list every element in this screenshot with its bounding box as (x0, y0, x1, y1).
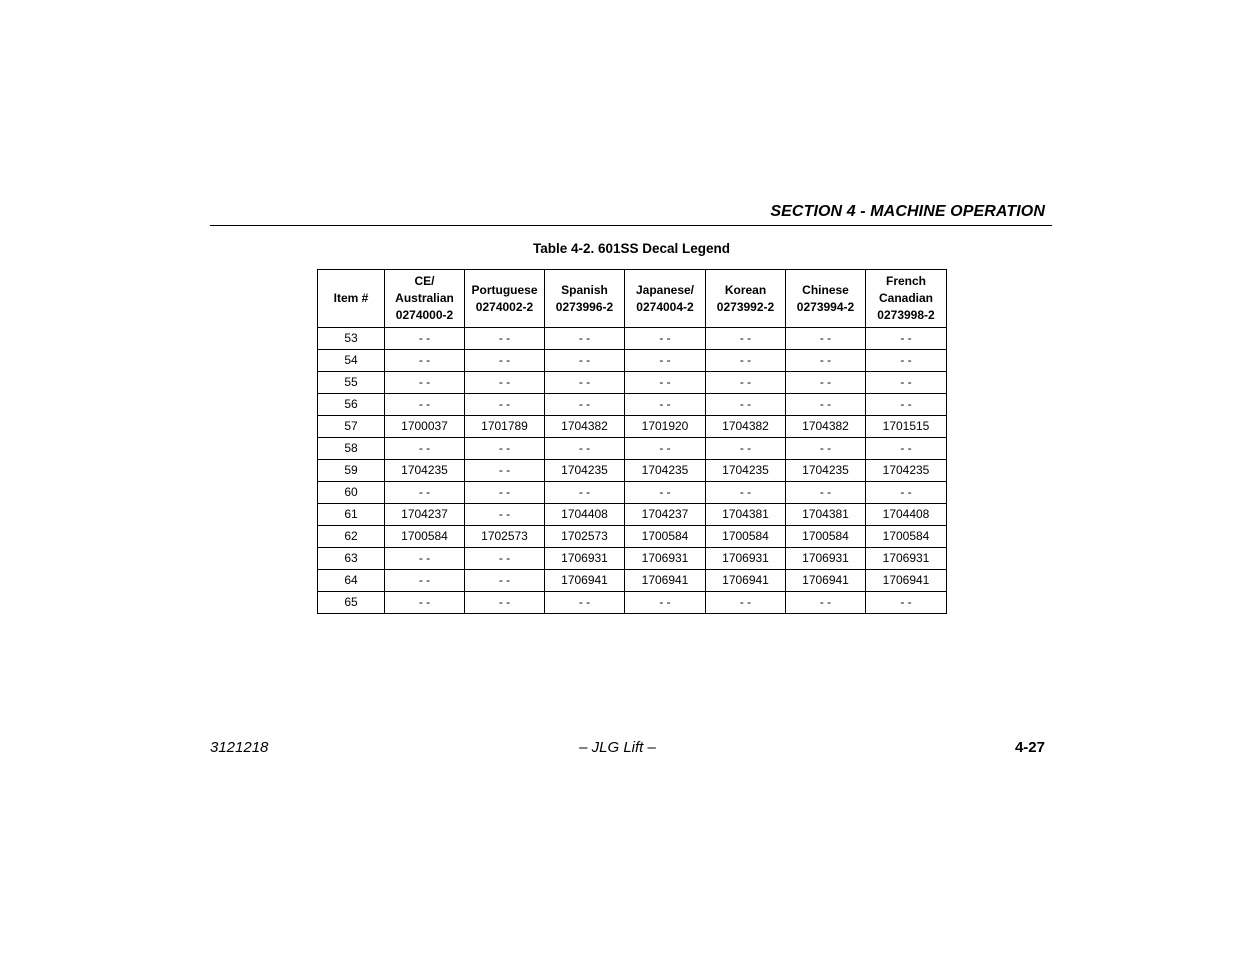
item-number-cell: 61 (318, 504, 385, 526)
decal-number-cell: - - (465, 350, 545, 372)
item-number-cell: 53 (318, 328, 385, 350)
decal-number-cell: 1701515 (866, 416, 947, 438)
decal-number-cell: - - (625, 394, 706, 416)
column-header (318, 270, 385, 328)
column-header (706, 270, 786, 328)
column-header-line: 0273992-2 (716, 299, 775, 314)
section-title: SECTION 4 - MACHINE OPERATION (770, 203, 1045, 220)
decal-number-cell: 1706941 (545, 570, 625, 592)
decal-number-cell: 1706941 (786, 570, 866, 592)
decal-number-cell: - - (625, 592, 706, 614)
decal-number-cell: 1706931 (866, 548, 947, 570)
decal-number-cell: - - (465, 372, 545, 394)
decal-number-cell: - - (465, 504, 545, 526)
decal-number-cell: - - (385, 438, 465, 460)
decal-number-cell: - - (385, 372, 465, 394)
table-row (318, 350, 947, 372)
decal-legend-table (317, 269, 947, 614)
decal-number-cell: - - (465, 482, 545, 504)
decal-number-cell: - - (465, 570, 545, 592)
item-number-cell: 65 (318, 592, 385, 614)
decal-number-cell: - - (866, 394, 947, 416)
column-header (465, 270, 545, 328)
column-header (545, 270, 625, 328)
item-number-cell: 55 (318, 372, 385, 394)
item-number-cell: 56 (318, 394, 385, 416)
decal-number-cell: - - (465, 328, 545, 350)
decal-number-cell: - - (545, 438, 625, 460)
column-header-line: French (885, 274, 926, 288)
table-body (318, 328, 947, 614)
decal-number-cell: 1704381 (786, 504, 866, 526)
decal-number-cell: 1704382 (706, 416, 786, 438)
page-number: 4-27 (1014, 739, 1045, 756)
section-header (210, 201, 1052, 226)
decal-number-cell: - - (385, 592, 465, 614)
item-number-cell: 63 (318, 548, 385, 570)
decal-number-cell: 1700584 (385, 526, 465, 548)
decal-number-cell: 1706941 (866, 570, 947, 592)
decal-number-cell: - - (385, 548, 465, 570)
decal-number-cell: - - (706, 482, 786, 504)
decal-number-cell: 1704237 (385, 504, 465, 526)
decal-number-cell: - - (706, 592, 786, 614)
column-header-line: Chinese (802, 282, 849, 297)
table-row (318, 526, 947, 548)
column-header-line: 0274000-2 (395, 308, 454, 322)
decal-number-cell: - - (465, 592, 545, 614)
table-row (318, 438, 947, 460)
decal-number-cell: - - (706, 438, 786, 460)
decal-number-cell: - - (786, 372, 866, 394)
column-header (866, 270, 947, 328)
decal-number-cell: 1706931 (625, 548, 706, 570)
decal-number-cell: - - (385, 482, 465, 504)
decal-number-cell: 1704382 (786, 416, 866, 438)
column-header-line: 0273998-2 (877, 308, 935, 322)
decal-number-cell: 1706931 (706, 548, 786, 570)
decal-number-cell: 1700584 (706, 526, 786, 548)
decal-number-cell: 1700584 (786, 526, 866, 548)
table-row (318, 460, 947, 482)
table-row (318, 548, 947, 570)
decal-number-cell: 1704235 (385, 460, 465, 482)
decal-number-cell: 1704235 (866, 460, 947, 482)
decal-number-cell: 1700584 (866, 526, 947, 548)
item-number-cell: 57 (318, 416, 385, 438)
column-header-line: Korean (724, 282, 767, 297)
decal-number-cell: - - (786, 482, 866, 504)
column-header-line: Item # (333, 291, 369, 305)
decal-number-cell: - - (866, 482, 947, 504)
decal-number-cell: - - (866, 592, 947, 614)
decal-number-cell: - - (625, 372, 706, 394)
decal-number-cell: - - (465, 548, 545, 570)
decal-number-cell: - - (545, 394, 625, 416)
table-row (318, 592, 947, 614)
decal-number-cell: 1700584 (625, 526, 706, 548)
table-row (318, 328, 947, 350)
decal-number-cell: 1704235 (786, 460, 866, 482)
decal-number-cell: - - (706, 372, 786, 394)
column-header-line: 0273994-2 (796, 299, 855, 314)
decal-number-cell: - - (866, 372, 947, 394)
decal-number-cell: - - (385, 350, 465, 372)
item-number-cell: 59 (318, 460, 385, 482)
table-row (318, 416, 947, 438)
column-header-line: CE/ (414, 274, 435, 288)
column-header-line: Portuguese (471, 282, 538, 297)
decal-number-cell: 1701920 (625, 416, 706, 438)
decal-number-cell: 1704237 (625, 504, 706, 526)
decal-number-cell: - - (545, 372, 625, 394)
decal-number-cell: 1706931 (786, 548, 866, 570)
column-header-line: 0274002-2 (475, 299, 534, 314)
item-number-cell: 58 (318, 438, 385, 460)
decal-number-cell: - - (786, 438, 866, 460)
column-header-line: Spanish (561, 282, 608, 297)
column-header-line: 0274004-2 (636, 299, 694, 314)
decal-number-cell: 1706941 (625, 570, 706, 592)
decal-number-cell: 1704382 (545, 416, 625, 438)
decal-number-cell: - - (385, 394, 465, 416)
table-row (318, 570, 947, 592)
decal-number-cell: - - (545, 350, 625, 372)
table-row (318, 394, 947, 416)
decal-number-cell: - - (465, 394, 545, 416)
decal-number-cell: - - (625, 350, 706, 372)
decal-number-cell: 1702573 (545, 526, 625, 548)
column-header (385, 270, 465, 328)
decal-number-cell: - - (625, 482, 706, 504)
decal-number-cell: 1704408 (866, 504, 947, 526)
decal-number-cell: - - (545, 482, 625, 504)
decal-number-cell: - - (545, 328, 625, 350)
table-header-row (318, 270, 947, 328)
footer-brand: – JLG Lift – (579, 739, 656, 756)
decal-number-cell: - - (545, 592, 625, 614)
decal-number-cell: - - (625, 328, 706, 350)
decal-number-cell: - - (786, 394, 866, 416)
item-number-cell: 64 (318, 570, 385, 592)
item-number-cell: 60 (318, 482, 385, 504)
decal-number-cell: 1704408 (545, 504, 625, 526)
decal-number-cell: - - (706, 350, 786, 372)
item-number-cell: 62 (318, 526, 385, 548)
decal-number-cell: - - (866, 350, 947, 372)
decal-number-cell: - - (866, 438, 947, 460)
decal-number-cell: 1701789 (465, 416, 545, 438)
decal-number-cell: 1704381 (706, 504, 786, 526)
item-number-cell: 54 (318, 350, 385, 372)
decal-number-cell: - - (385, 328, 465, 350)
decal-number-cell: - - (465, 460, 545, 482)
decal-number-cell: 1704235 (545, 460, 625, 482)
decal-number-cell: - - (385, 570, 465, 592)
decal-number-cell: - - (786, 350, 866, 372)
table-row (318, 482, 947, 504)
column-header (625, 270, 706, 328)
decal-number-cell: 1704235 (625, 460, 706, 482)
column-header-line: Japanese/ (635, 282, 695, 297)
decal-number-cell: - - (706, 328, 786, 350)
table-caption: Table 4-2. 601SS Decal Legend (532, 241, 731, 256)
decal-number-cell: - - (866, 328, 947, 350)
decal-number-cell: 1700037 (385, 416, 465, 438)
doc-number: 3121218 (210, 739, 269, 756)
decal-number-cell: - - (786, 328, 866, 350)
decal-number-cell: - - (625, 438, 706, 460)
decal-number-cell: - - (465, 438, 545, 460)
decal-number-cell: 1702573 (465, 526, 545, 548)
table-row (318, 504, 947, 526)
decal-number-cell: 1706941 (706, 570, 786, 592)
decal-number-cell: - - (786, 592, 866, 614)
column-header-line: Canadian (878, 291, 933, 305)
column-header-line: Australian (395, 291, 454, 305)
table-row (318, 372, 947, 394)
decal-number-cell: 1706931 (545, 548, 625, 570)
decal-number-cell: - - (706, 394, 786, 416)
column-header (786, 270, 866, 328)
decal-number-cell: 1704235 (706, 460, 786, 482)
column-header-line: 0273996-2 (555, 299, 614, 314)
